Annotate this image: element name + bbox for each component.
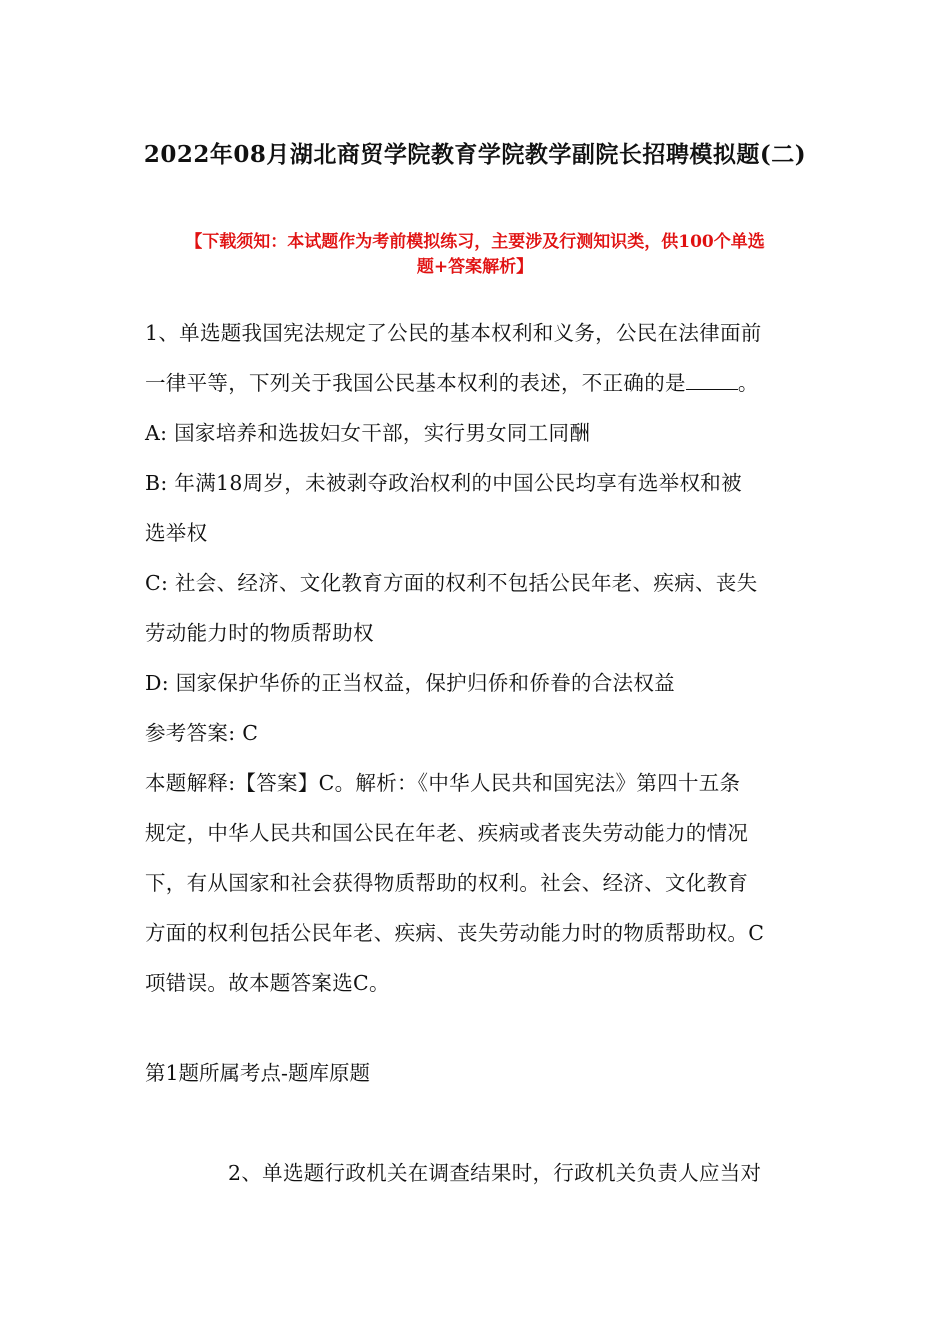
explanation-line-1: 本题解释:【答案】C。解析：《中华人民共和国宪法》第四十五条 bbox=[145, 771, 741, 795]
question-1 bbox=[145, 308, 810, 1008]
question-1-stem-end: 。 bbox=[737, 371, 759, 395]
download-notice bbox=[145, 230, 805, 280]
question-1-point: 第1题所属考点-题库原题 bbox=[145, 1061, 370, 1085]
question-1-stem-line-2 bbox=[145, 358, 810, 408]
explanation-line-2: 规定，中华人民共和国公民在年老、疾病或者丧失劳动能力的情况 bbox=[145, 821, 749, 845]
notice-line-2: 题+答案解析】 bbox=[416, 257, 534, 277]
question-2-stem-line-1: 2、单选题行政机关在调查结果时，行政机关负责人应当对 bbox=[228, 1161, 762, 1185]
answer-blank bbox=[686, 371, 738, 390]
explanation-line-3: 下，有从国家和社会获得物质帮助的权利。社会、经济、文化教育 bbox=[145, 871, 749, 895]
option-c-line-2: 劳动能力时的物质帮助权 bbox=[145, 621, 374, 645]
option-a: A: 国家培养和选拔妇女干部，实行男女同工同酬 bbox=[145, 421, 591, 445]
explanation-line-4: 方面的权利包括公民年老、疾病、丧失劳动能力时的物质帮助权。C bbox=[145, 921, 765, 945]
option-c-line-1: C: 社会、经济、文化教育方面的权利不包括公民年老、疾病、丧失 bbox=[145, 571, 758, 595]
notice-line-1: 【下载须知：本试题作为考前模拟练习，主要涉及行测知识类，供100个单选 bbox=[185, 232, 765, 252]
option-b-line-2: 选举权 bbox=[145, 521, 208, 545]
question-1-stem-text: 一律平等，下列关于我国公民基本权利的表述，不正确的是 bbox=[145, 371, 686, 395]
explanation-line-5: 项错误。故本题答案选C。 bbox=[145, 971, 390, 995]
reference-answer: 参考答案: C bbox=[145, 721, 259, 745]
document-title: 2022年08月湖北商贸学院教育学院教学副院长招聘模拟题(二) bbox=[143, 141, 807, 168]
option-d: D: 国家保护华侨的正当权益，保护归侨和侨眷的合法权益 bbox=[145, 671, 675, 695]
option-b-line-1: B: 年满18周岁，未被剥夺政治权利的中国公民均享有选举权和被 bbox=[145, 471, 742, 495]
question-1-stem-line-1: 1、单选题我国宪法规定了公民的基本权利和义务，公民在法律面前 bbox=[145, 321, 762, 345]
